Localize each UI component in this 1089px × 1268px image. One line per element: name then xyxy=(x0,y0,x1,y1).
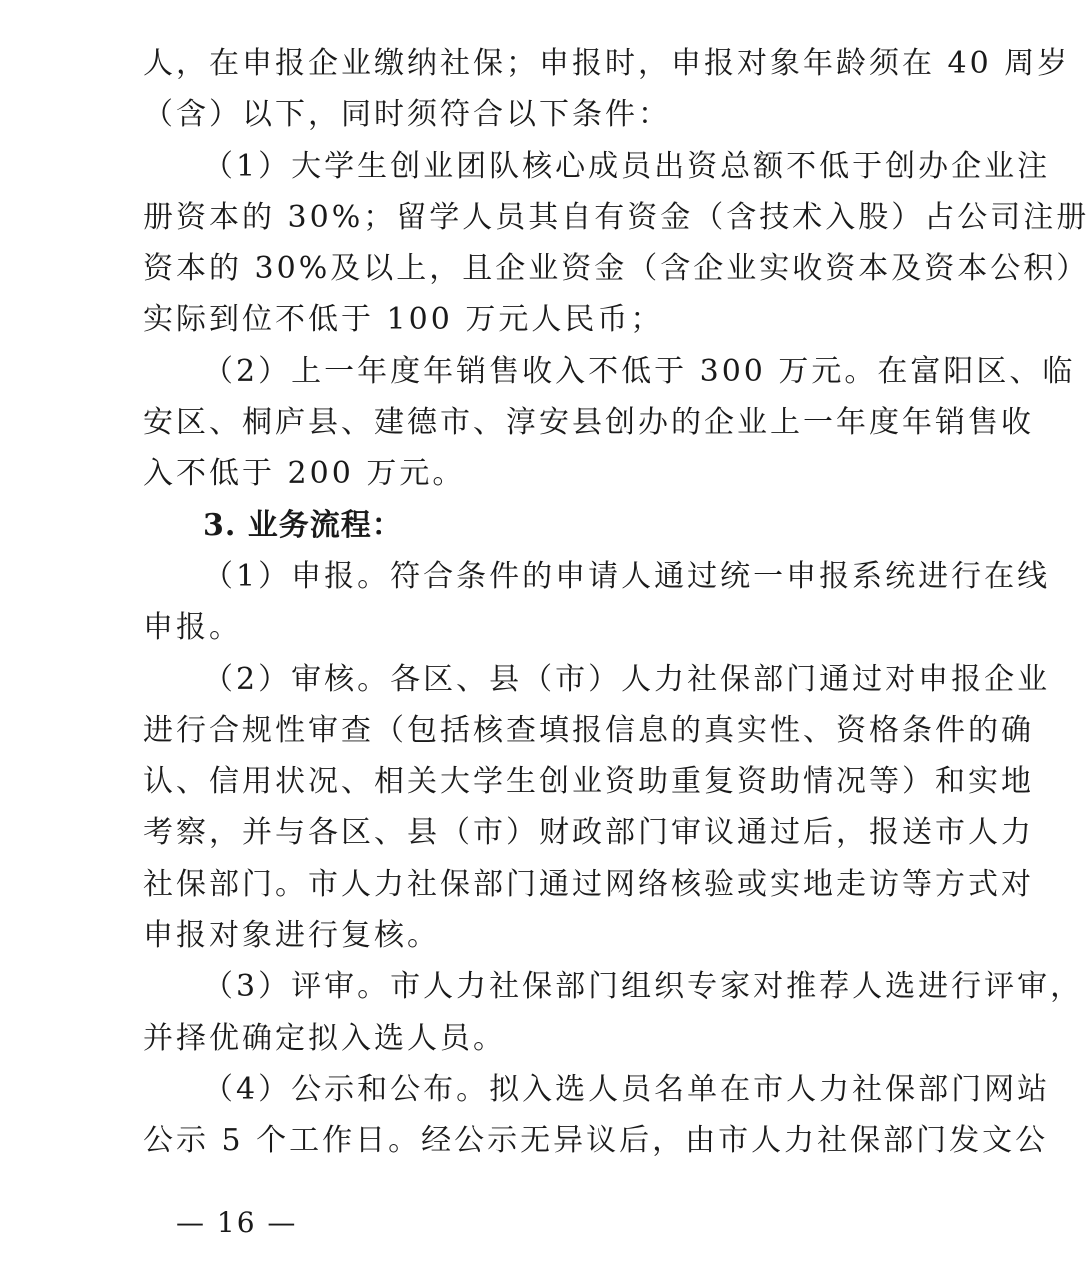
text-line: 入不低于 200 万元。 xyxy=(143,456,466,492)
step-1-line: （1）申报。符合条件的申请人通过统一申报系统进行在线 xyxy=(203,558,1051,594)
text-line: 资本的 30%及以上，且企业资金（含企业实收资本及资本公积） xyxy=(143,251,1089,287)
text-line: 申报对象进行复核。 xyxy=(143,918,440,954)
step-3-line: （3）评审。市人力社保部门组织专家对推荐人选进行评审， xyxy=(203,969,1084,1005)
text-line: 社保部门。市人力社保部门通过网络核验或实地走访等方式对 xyxy=(143,866,1034,902)
text-line: （含）以下，同时须符合以下条件： xyxy=(143,97,671,133)
text-line: 申报。 xyxy=(143,610,242,646)
step-4-line: （4）公示和公布。拟入选人员名单在市人力社保部门网站 xyxy=(203,1071,1051,1107)
text-line: 公示 5 个工作日。经公示无异议后，由市人力社保部门发文公 xyxy=(143,1123,1049,1159)
text-line: 人，在申报企业缴纳社保；申报时，申报对象年龄须在 40 周岁 xyxy=(143,46,1071,81)
text-line: 并择优确定拟入选人员。 xyxy=(143,1020,506,1056)
text-line: 进行合规性审查（包括核查填报信息的真实性、资格条件的确 xyxy=(143,712,1034,748)
step-2-line: （2）审核。各区、县（市）人力社保部门通过对申报企业 xyxy=(203,661,1051,697)
condition-1-line: （1）大学生创业团队核心成员出资总额不低于创办企业注 xyxy=(203,148,1051,184)
text-line: 安区、桐庐县、建德市、淳安县创办的企业上一年度年销售收 xyxy=(143,405,1034,441)
page-number: — 16 — xyxy=(176,1206,298,1239)
condition-2-line: （2）上一年度年销售收入不低于 300 万元。在富阳区、临 xyxy=(203,353,1076,389)
section-heading: 3. 业务流程： xyxy=(203,507,403,543)
text-line: 考察，并与各区、县（市）财政部门审议通过后，报送市人力 xyxy=(143,815,1034,851)
text-line: 认、信用状况、相关大学生创业资助重复资助情况等）和实地 xyxy=(143,764,1034,800)
text-line: 册资本的 30%；留学人员其自有资金（含技术入股）占公司注册 xyxy=(143,199,1089,235)
text-line: 实际到位不低于 100 万元人民币； xyxy=(143,302,664,338)
document-body xyxy=(143,38,1089,1167)
